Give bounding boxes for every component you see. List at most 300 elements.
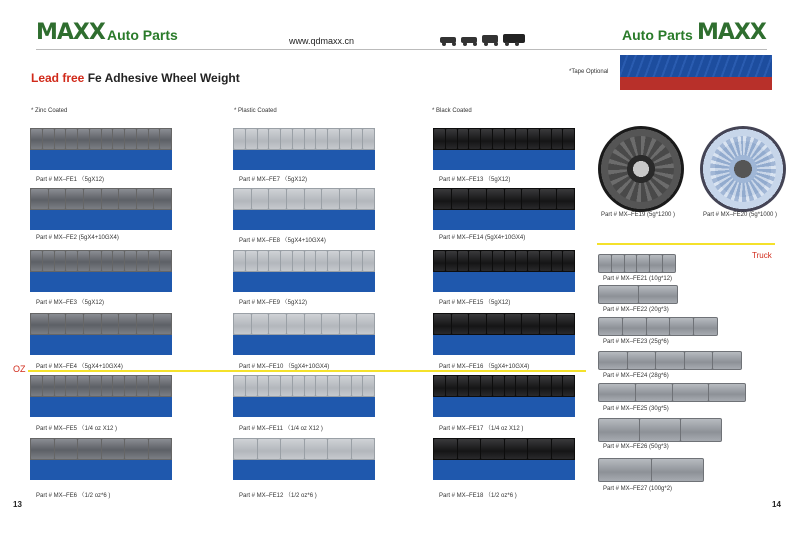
- product-strip-image: [30, 250, 172, 292]
- logo-left: [36, 22, 105, 44]
- weight-segment: [650, 255, 662, 272]
- title-lead: Lead free: [31, 71, 85, 85]
- weight-segment: [434, 129, 445, 149]
- part-label: Part # MX–FE8 （5gX4+10GX4): [239, 238, 326, 244]
- weight-segment: [637, 255, 649, 272]
- weight-strip: [30, 438, 172, 460]
- weight-segment: [540, 189, 557, 209]
- weight-segment: [78, 251, 89, 271]
- weight-segment: [522, 314, 539, 334]
- weight-segment: [434, 251, 445, 271]
- weight-segment: [340, 314, 357, 334]
- weight-strip: [30, 250, 172, 272]
- weight-segment: [493, 129, 504, 149]
- product-strip-image: [233, 313, 375, 355]
- section-black-label: * Black Coated: [432, 108, 472, 114]
- weight-segment: [102, 189, 119, 209]
- weight-segment: [102, 439, 125, 459]
- weight-segment: [316, 376, 327, 396]
- weight-segment: [125, 129, 136, 149]
- weight-strip: [433, 250, 575, 272]
- weight-segment: [281, 376, 292, 396]
- weight-strip: [30, 313, 172, 335]
- weight-segment: [305, 251, 316, 271]
- part-label: Part # MX–FE1 （5gX12): [36, 177, 105, 183]
- weight-segment: [316, 129, 327, 149]
- page-number-right: 14: [772, 500, 781, 509]
- product-strip-image: [433, 188, 575, 230]
- adhesive-tape: [30, 335, 172, 355]
- weight-segment: [636, 384, 672, 401]
- weight-segment: [137, 251, 148, 271]
- truck-part-label: Part # MX–FE21 (10g*12): [603, 276, 673, 282]
- truck-weight-image: [598, 254, 676, 273]
- weight-segment: [149, 376, 160, 396]
- weight-segment: [322, 189, 339, 209]
- weight-segment: [281, 129, 292, 149]
- product-strip-image: [30, 438, 172, 480]
- weight-segment: [234, 314, 251, 334]
- adhesive-tape: [233, 150, 375, 170]
- part-label: Part # MX–FE14 (5gX4+10GX4): [439, 235, 526, 241]
- weight-segment: [66, 251, 77, 271]
- weight-segment: [505, 314, 522, 334]
- weight-segment: [709, 384, 745, 401]
- weight-segment: [328, 439, 351, 459]
- weight-segment: [357, 189, 374, 209]
- weight-segment: [612, 255, 624, 272]
- truck-weight-image: [598, 285, 678, 304]
- weight-segment: [528, 129, 539, 149]
- weight-segment: [481, 439, 504, 459]
- weight-segment: [670, 318, 693, 335]
- weight-segment: [102, 314, 119, 334]
- adhesive-tape: [233, 210, 375, 230]
- logo-mark: MAXX: [36, 20, 105, 45]
- weight-segment: [469, 314, 486, 334]
- weight-strip: [233, 313, 375, 335]
- adhesive-tape: [30, 150, 172, 170]
- weight-segment: [78, 376, 89, 396]
- weight-segment: [446, 129, 457, 149]
- weight-segment: [328, 129, 339, 149]
- weight-segment: [434, 189, 451, 209]
- product-strip-image: [433, 313, 575, 355]
- weight-segment: [452, 314, 469, 334]
- weight-segment: [269, 129, 280, 149]
- weight-segment: [102, 376, 113, 396]
- weight-segment: [493, 376, 504, 396]
- brand-text-right: Auto Parts: [622, 27, 693, 43]
- product-strip-image: [233, 375, 375, 417]
- adhesive-tape: [233, 272, 375, 292]
- loader-icon: [503, 34, 525, 43]
- adhesive-tape: [433, 272, 575, 292]
- adhesive-tape: [30, 460, 172, 480]
- weight-segment: [246, 251, 257, 271]
- weight-segment: [66, 129, 77, 149]
- weight-segment: [647, 318, 670, 335]
- car-icon: [440, 37, 456, 43]
- product-strip-image: [233, 250, 375, 292]
- weight-segment: [149, 251, 160, 271]
- weight-segment: [269, 376, 280, 396]
- weight-segment: [154, 189, 171, 209]
- weight-segment: [31, 439, 54, 459]
- weight-segment: [258, 376, 269, 396]
- product-strip-image: [30, 375, 172, 417]
- weight-segment: [516, 376, 527, 396]
- adhesive-tape: [30, 397, 172, 417]
- adhesive-tape: [233, 397, 375, 417]
- truck-part-label: Part # MX–FE24 (28g*6): [603, 373, 669, 379]
- weight-segment: [599, 384, 635, 401]
- weight-segment: [656, 352, 684, 369]
- weight-segment: [55, 439, 78, 459]
- weight-segment: [487, 189, 504, 209]
- tape-optional-note: *Tape Optional: [569, 69, 609, 75]
- page-title: [31, 71, 240, 85]
- weight-segment: [269, 251, 280, 271]
- weight-segment: [49, 189, 66, 209]
- weight-segment: [552, 129, 563, 149]
- adhesive-tape: [233, 335, 375, 355]
- weight-segment: [458, 251, 469, 271]
- weight-segment: [234, 376, 245, 396]
- weight-segment: [446, 376, 457, 396]
- part-label: Part # MX–FE16 （5gX4+10GX4): [439, 364, 530, 370]
- section-zinc-label: * Zinc Coated: [31, 108, 68, 114]
- adhesive-tape: [433, 335, 575, 355]
- truck-part-label: Part # MX–FE22 (20g*3): [603, 307, 669, 313]
- weight-segment: [481, 376, 492, 396]
- weight-segment: [154, 314, 171, 334]
- weight-segment: [563, 129, 574, 149]
- adhesive-tape: [30, 210, 172, 230]
- reel-dark-image: [598, 126, 684, 212]
- product-strip-image: [233, 438, 375, 480]
- weight-segment: [552, 439, 575, 459]
- weight-segment: [125, 439, 148, 459]
- weight-segment: [599, 286, 638, 303]
- adhesive-tape: [433, 210, 575, 230]
- product-strip-image: [433, 375, 575, 417]
- weight-segment: [287, 189, 304, 209]
- weight-segment: [246, 376, 257, 396]
- product-strip-image: [433, 250, 575, 292]
- weight-segment: [246, 129, 257, 149]
- truck-label: Truck: [752, 251, 772, 260]
- weight-strip: [233, 188, 375, 210]
- weight-segment: [599, 352, 627, 369]
- weight-segment: [31, 189, 48, 209]
- weight-segment: [540, 376, 551, 396]
- weight-strip: [433, 128, 575, 150]
- product-strip-image: [30, 128, 172, 170]
- weight-segment: [640, 419, 680, 441]
- truck-separator-line: [597, 243, 775, 245]
- weight-segment: [469, 251, 480, 271]
- part-label: Part # MX–FE12 （1/2 oz*6 ): [239, 493, 317, 499]
- truck-part-label: Part # MX–FE27 (100g*2): [603, 486, 673, 492]
- weight-segment: [160, 251, 171, 271]
- weight-segment: [363, 251, 374, 271]
- weight-segment: [563, 251, 574, 271]
- reel-part-label: Part # MX–FE19 (5g*1200 ): [601, 212, 676, 218]
- oz-label: OZ: [13, 364, 26, 374]
- weight-segment: [102, 251, 113, 271]
- weight-segment: [293, 251, 304, 271]
- part-label: Part # MX–FE11 （1/4 oz X12 ): [239, 426, 323, 432]
- weight-segment: [487, 314, 504, 334]
- weight-segment: [305, 129, 316, 149]
- weight-segment: [258, 251, 269, 271]
- part-label: Part # MX–FE13 （5gX12): [439, 177, 511, 183]
- weight-segment: [84, 314, 101, 334]
- weight-segment: [446, 251, 457, 271]
- oz-separator-line: [28, 370, 586, 372]
- truck-part-label: Part # MX–FE26 (50g*3): [603, 444, 669, 450]
- weight-segment: [505, 376, 516, 396]
- weight-segment: [434, 314, 451, 334]
- weight-segment: [305, 376, 316, 396]
- weight-segment: [137, 314, 154, 334]
- weight-segment: [434, 439, 457, 459]
- weight-segment: [340, 376, 351, 396]
- weight-segment: [90, 376, 101, 396]
- weight-strip: [233, 250, 375, 272]
- weight-segment: [102, 129, 113, 149]
- weight-segment: [352, 129, 363, 149]
- weight-segment: [663, 255, 675, 272]
- weight-strip: [30, 188, 172, 210]
- weight-segment: [293, 376, 304, 396]
- weight-segment: [281, 439, 304, 459]
- part-label: Part # MX–FE4 （5gX4+10GX4): [36, 364, 123, 370]
- weight-segment: [599, 318, 622, 335]
- weight-segment: [90, 251, 101, 271]
- weight-segment: [113, 376, 124, 396]
- truck-part-label: Part # MX–FE25 (30g*5): [603, 406, 669, 412]
- weight-segment: [234, 439, 257, 459]
- weight-segment: [78, 129, 89, 149]
- tape-swatch-image: [620, 55, 772, 90]
- weight-segment: [160, 376, 171, 396]
- weight-segment: [540, 129, 551, 149]
- weight-strip: [433, 438, 575, 460]
- product-strip-image: [233, 128, 375, 170]
- brand-text-left: Auto Parts: [107, 27, 178, 43]
- weight-segment: [505, 251, 516, 271]
- weight-segment: [552, 376, 563, 396]
- weight-segment: [269, 314, 286, 334]
- part-label: Part # MX–FE3 （5gX12): [36, 300, 105, 306]
- weight-segment: [43, 251, 54, 271]
- reel-light-image: [700, 126, 786, 212]
- weight-segment: [694, 318, 717, 335]
- weight-strip: [233, 438, 375, 460]
- weight-segment: [505, 189, 522, 209]
- weight-segment: [557, 314, 574, 334]
- weight-strip: [233, 375, 375, 397]
- weight-segment: [137, 189, 154, 209]
- weight-segment: [119, 314, 136, 334]
- weight-segment: [84, 189, 101, 209]
- weight-segment: [234, 129, 245, 149]
- weight-segment: [340, 251, 351, 271]
- weight-segment: [681, 419, 721, 441]
- weight-segment: [252, 189, 269, 209]
- weight-segment: [458, 376, 469, 396]
- weight-segment: [469, 376, 480, 396]
- adhesive-tape: [433, 397, 575, 417]
- truck-weight-image: [598, 383, 746, 402]
- weight-segment: [673, 384, 709, 401]
- weight-segment: [328, 376, 339, 396]
- product-strip-image: [433, 128, 575, 170]
- weight-segment: [528, 439, 551, 459]
- adhesive-tape: [433, 150, 575, 170]
- weight-segment: [540, 251, 551, 271]
- weight-segment: [452, 189, 469, 209]
- weight-strip: [233, 128, 375, 150]
- weight-segment: [528, 251, 539, 271]
- weight-segment: [43, 129, 54, 149]
- weight-segment: [458, 129, 469, 149]
- weight-segment: [352, 439, 375, 459]
- weight-segment: [481, 129, 492, 149]
- weight-segment: [516, 129, 527, 149]
- weight-strip: [30, 128, 172, 150]
- weight-segment: [340, 189, 357, 209]
- weight-segment: [66, 189, 83, 209]
- weight-segment: [137, 376, 148, 396]
- weight-segment: [31, 129, 42, 149]
- weight-segment: [599, 459, 651, 481]
- weight-segment: [269, 189, 286, 209]
- suv-icon: [482, 35, 498, 43]
- weight-segment: [458, 439, 481, 459]
- truck-part-label: Part # MX–FE23 (25g*6): [603, 339, 669, 345]
- weight-segment: [528, 376, 539, 396]
- tape-blue-band: [620, 55, 772, 77]
- reel-part-label: Part # MX–FE20 (5g*1000 ): [703, 212, 778, 218]
- weight-segment: [113, 251, 124, 271]
- weight-segment: [293, 129, 304, 149]
- weight-segment: [625, 255, 637, 272]
- weight-segment: [55, 129, 66, 149]
- weight-segment: [352, 376, 363, 396]
- truck-weight-image: [598, 418, 722, 442]
- product-strip-image: [30, 313, 172, 355]
- weight-segment: [713, 352, 741, 369]
- weight-segment: [352, 251, 363, 271]
- weight-segment: [160, 129, 171, 149]
- weight-segment: [234, 251, 245, 271]
- weight-segment: [258, 439, 281, 459]
- weight-segment: [599, 255, 611, 272]
- part-label: Part # MX–FE2 (5gX4+10GX4): [36, 235, 119, 241]
- weight-segment: [113, 129, 124, 149]
- weight-segment: [652, 459, 704, 481]
- part-label: Part # MX–FE9 （5gX12): [239, 300, 308, 306]
- weight-segment: [125, 251, 136, 271]
- weight-segment: [505, 439, 528, 459]
- weight-segment: [522, 189, 539, 209]
- weight-segment: [357, 314, 374, 334]
- weight-segment: [434, 376, 445, 396]
- adhesive-tape: [30, 272, 172, 292]
- weight-segment: [328, 251, 339, 271]
- weight-strip: [433, 188, 575, 210]
- weight-segment: [516, 251, 527, 271]
- weight-segment: [316, 251, 327, 271]
- logo-mark: MAXX: [697, 20, 766, 45]
- part-label: Part # MX–FE6 （1/2 oz*6 ): [36, 493, 111, 499]
- weight-segment: [628, 352, 656, 369]
- weight-segment: [66, 376, 77, 396]
- weight-segment: [685, 352, 713, 369]
- adhesive-tape: [233, 460, 375, 480]
- product-strip-image: [433, 438, 575, 480]
- product-strip-image: [233, 188, 375, 230]
- weight-segment: [55, 376, 66, 396]
- weight-segment: [31, 314, 48, 334]
- part-label: Part # MX–FE18 （1/2 oz*6 ): [439, 493, 517, 499]
- weight-segment: [623, 318, 646, 335]
- adhesive-tape: [433, 460, 575, 480]
- weight-segment: [149, 439, 172, 459]
- part-label: Part # MX–FE7 （5gX12): [239, 177, 308, 183]
- weight-strip: [30, 375, 172, 397]
- weight-segment: [234, 189, 251, 209]
- weight-segment: [639, 286, 678, 303]
- weight-segment: [31, 251, 42, 271]
- website-link[interactable]: www.qdmaxx.cn: [289, 36, 355, 46]
- page-number-left: 13: [13, 500, 22, 509]
- part-label: Part # MX–FE15 （5gX12): [439, 300, 511, 306]
- weight-segment: [469, 129, 480, 149]
- weight-segment: [49, 314, 66, 334]
- weight-segment: [66, 314, 83, 334]
- weight-segment: [305, 314, 322, 334]
- weight-segment: [90, 129, 101, 149]
- weight-segment: [55, 251, 66, 271]
- weight-segment: [469, 189, 486, 209]
- title-rest: Fe Adhesive Wheel Weight: [84, 71, 240, 85]
- weight-segment: [258, 129, 269, 149]
- weight-segment: [557, 189, 574, 209]
- header-divider: [36, 49, 767, 50]
- weight-segment: [599, 419, 639, 441]
- weight-segment: [505, 129, 516, 149]
- weight-segment: [287, 314, 304, 334]
- weight-segment: [252, 314, 269, 334]
- weight-segment: [125, 376, 136, 396]
- weight-segment: [481, 251, 492, 271]
- weight-segment: [78, 439, 101, 459]
- truck-weight-image: [598, 317, 718, 336]
- weight-segment: [363, 129, 374, 149]
- truck-weight-image: [598, 351, 742, 370]
- logo-right: [697, 22, 766, 44]
- weight-segment: [119, 189, 136, 209]
- product-strip-image: [30, 188, 172, 230]
- weight-segment: [305, 189, 322, 209]
- part-label: Part # MX–FE10 （5gX4+10GX4): [239, 364, 330, 370]
- weight-segment: [363, 376, 374, 396]
- weight-segment: [563, 376, 574, 396]
